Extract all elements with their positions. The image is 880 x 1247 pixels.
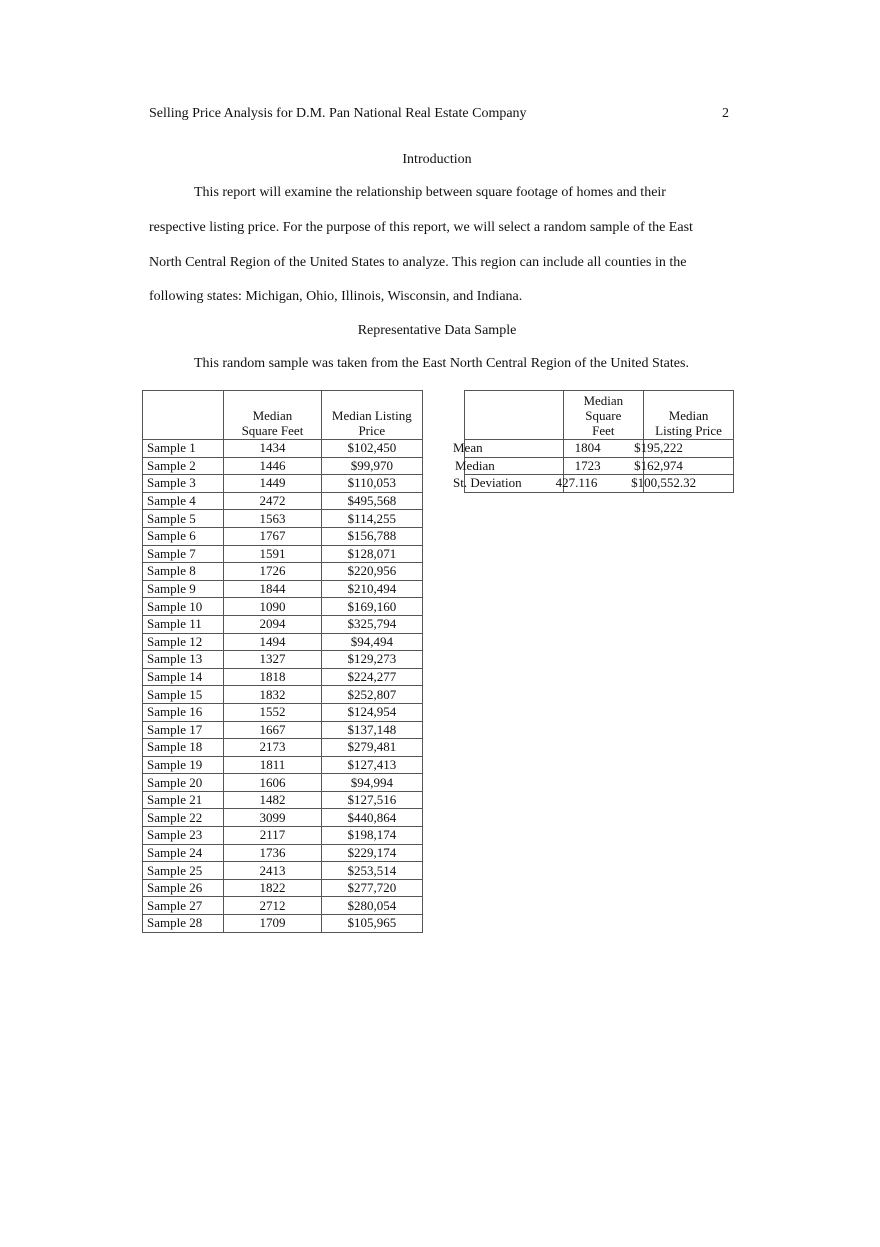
listing-price-cell: $224,277 xyxy=(321,668,422,686)
listing-price-cell: $440,864 xyxy=(321,809,422,827)
sample-label: Sample 2 xyxy=(143,457,224,475)
stats-table-body xyxy=(453,440,734,493)
square-feet-cell: 1449 xyxy=(224,475,321,493)
table-row xyxy=(143,862,423,880)
header-line: Square Feet xyxy=(241,423,304,438)
listing-price-cell: $229,174 xyxy=(321,844,422,862)
table-row xyxy=(143,703,423,721)
table-row xyxy=(143,721,423,739)
sample-label: Sample 26 xyxy=(143,879,224,897)
header-line: Median xyxy=(583,393,624,408)
table-row xyxy=(143,475,423,493)
table-row xyxy=(143,457,423,475)
square-feet-cell: 1446 xyxy=(224,457,321,475)
listing-price-cell: $105,965 xyxy=(321,915,422,933)
listing-price-cell: $99,970 xyxy=(321,457,422,475)
sample-data-table xyxy=(142,390,423,933)
square-feet-cell: 1482 xyxy=(224,791,321,809)
square-feet-cell: 1818 xyxy=(224,668,321,686)
table-row xyxy=(143,598,423,616)
section-heading-data-sample: Representative Data Sample xyxy=(357,323,517,338)
table-row xyxy=(465,457,734,475)
square-feet-cell: 1667 xyxy=(224,721,321,739)
square-feet-cell: 3099 xyxy=(224,809,321,827)
table-row xyxy=(143,686,423,704)
sample-label: Sample 6 xyxy=(143,527,224,545)
header-cell-empty xyxy=(465,391,564,440)
listing-price-cell: $94,494 xyxy=(321,633,422,651)
sample-label: Sample 25 xyxy=(143,862,224,880)
sample-table-body xyxy=(143,440,423,933)
header-line: Square xyxy=(585,408,622,423)
table-row xyxy=(143,739,423,757)
listing-price-cell: $110,053 xyxy=(321,475,422,493)
sample-label: Sample 7 xyxy=(143,545,224,563)
listing-price-cell: $210,494 xyxy=(321,580,422,598)
listing-price-cell: $94,994 xyxy=(321,774,422,792)
square-feet-cell: 1709 xyxy=(224,915,321,933)
square-feet-cell: 1811 xyxy=(224,756,321,774)
table-row xyxy=(143,633,423,651)
square-feet-cell: 1591 xyxy=(224,545,321,563)
sample-label: Sample 19 xyxy=(143,756,224,774)
square-feet-cell: 2413 xyxy=(224,862,321,880)
square-feet-cell: 1494 xyxy=(224,633,321,651)
table-row xyxy=(465,475,734,493)
sample-label: Sample 16 xyxy=(143,703,224,721)
listing-price-cell: $114,255 xyxy=(321,510,422,528)
table-row xyxy=(143,545,423,563)
listing-price-cell: $128,071 xyxy=(321,545,422,563)
listing-price-cell: $198,174 xyxy=(321,827,422,845)
table-row xyxy=(143,879,423,897)
stat-square-feet: 1804 xyxy=(574,440,601,455)
table-row xyxy=(143,580,423,598)
square-feet-cell: 1563 xyxy=(224,510,321,528)
stat-listing-price: $195,222 xyxy=(634,440,683,455)
sample-label: Sample 15 xyxy=(143,686,224,704)
sample-label: Sample 11 xyxy=(143,615,224,633)
section-heading-introduction: Introduction xyxy=(402,152,472,167)
sample-label: Sample 24 xyxy=(143,844,224,862)
header-line: Median xyxy=(252,408,293,423)
listing-price-cell: $156,788 xyxy=(321,527,422,545)
listing-price-cell: $127,413 xyxy=(321,756,422,774)
stat-listing-price: $162,974 xyxy=(634,457,683,473)
table-row xyxy=(143,615,423,633)
header-line: Median Listing xyxy=(331,408,412,423)
listing-price-cell: $127,516 xyxy=(321,791,422,809)
table-row xyxy=(143,809,423,827)
header-line: Price xyxy=(358,423,386,438)
table-row xyxy=(143,774,423,792)
square-feet-cell: 2094 xyxy=(224,615,321,633)
sample-label: Sample 22 xyxy=(143,809,224,827)
table-row xyxy=(143,440,423,458)
sample-label: Sample 28 xyxy=(143,915,224,933)
sample-label: Sample 18 xyxy=(143,739,224,757)
stat-square-feet: 1723 xyxy=(574,457,601,473)
listing-price-cell: $252,807 xyxy=(321,686,422,704)
square-feet-cell: 1552 xyxy=(224,703,321,721)
stat-square-feet: 427.116 xyxy=(555,475,598,491)
sample-label: Sample 23 xyxy=(143,827,224,845)
sample-label: Sample 5 xyxy=(143,510,224,528)
stat-label: St. Deviation xyxy=(453,475,522,491)
header-line: Feet xyxy=(592,423,615,438)
table-row xyxy=(143,756,423,774)
stat-label: Mean xyxy=(453,440,483,455)
paragraph-line: This random sample was taken from the East North Central Region of the United States. xyxy=(194,356,689,371)
square-feet-cell: 1822 xyxy=(224,879,321,897)
sample-label: Sample 12 xyxy=(143,633,224,651)
square-feet-cell: 1844 xyxy=(224,580,321,598)
table-header-row xyxy=(143,391,423,440)
table-row xyxy=(143,897,423,915)
table-row xyxy=(143,492,423,510)
listing-price-cell: $137,148 xyxy=(321,721,422,739)
paragraph-line: following states: Michigan, Ohio, Illinois, Wisconsin, and Indiana. xyxy=(149,289,523,304)
table-row xyxy=(143,915,423,933)
paragraph-line: North Central Region of the United States to analyze. This region can include all counties in the xyxy=(149,255,687,270)
header-cell-listing-price xyxy=(321,391,422,440)
table-row xyxy=(143,844,423,862)
sample-label: Sample 13 xyxy=(143,651,224,669)
running-head: Selling Price Analysis for D.M. Pan National Real Estate Company xyxy=(149,106,527,121)
listing-price-cell: $169,160 xyxy=(321,598,422,616)
sample-label: Sample 17 xyxy=(143,721,224,739)
listing-price-cell: $102,450 xyxy=(321,440,422,458)
stat-listing-price: $100,552.32 xyxy=(631,475,697,491)
square-feet-cell: 1832 xyxy=(224,686,321,704)
square-feet-cell: 1434 xyxy=(224,440,321,458)
table-row xyxy=(465,440,734,458)
square-feet-cell: 1327 xyxy=(224,651,321,669)
table-row xyxy=(143,791,423,809)
header-cell-square-feet xyxy=(563,391,644,440)
square-feet-cell: 2173 xyxy=(224,739,321,757)
listing-price-cell: $325,794 xyxy=(321,615,422,633)
listing-price-cell: $129,273 xyxy=(321,651,422,669)
table-row xyxy=(143,651,423,669)
table-row xyxy=(143,510,423,528)
table-row xyxy=(143,668,423,686)
square-feet-cell: 1090 xyxy=(224,598,321,616)
header-line: Median xyxy=(668,408,709,423)
table-row xyxy=(143,527,423,545)
square-feet-cell: 1767 xyxy=(224,527,321,545)
sample-label: Sample 20 xyxy=(143,774,224,792)
sample-label: Sample 8 xyxy=(143,563,224,581)
header-cell-empty xyxy=(143,391,224,440)
square-feet-cell: 1726 xyxy=(224,563,321,581)
table-row xyxy=(143,827,423,845)
listing-price-cell: $495,568 xyxy=(321,492,422,510)
listing-price-cell: $124,954 xyxy=(321,703,422,721)
sample-label: Sample 1 xyxy=(143,440,224,458)
sample-label: Sample 21 xyxy=(143,791,224,809)
page-number: 2 xyxy=(722,106,729,121)
paragraph-line: respective listing price. For the purpose of this report, we will select a random sample of the East xyxy=(149,220,693,235)
listing-price-cell: $220,956 xyxy=(321,563,422,581)
table-header-row xyxy=(465,391,734,440)
sample-label: Sample 9 xyxy=(143,580,224,598)
sample-label: Sample 4 xyxy=(143,492,224,510)
square-feet-cell: 2117 xyxy=(224,827,321,845)
table-row xyxy=(143,563,423,581)
listing-price-cell: $279,481 xyxy=(321,739,422,757)
square-feet-cell: 2472 xyxy=(224,492,321,510)
sample-label: Sample 3 xyxy=(143,475,224,493)
square-feet-cell: 1736 xyxy=(224,844,321,862)
listing-price-cell: $253,514 xyxy=(321,862,422,880)
header-cell-square-feet xyxy=(224,391,321,440)
square-feet-cell: 1606 xyxy=(224,774,321,792)
paragraph-line: This report will examine the relationship between square footage of homes and their xyxy=(194,185,666,200)
listing-price-cell: $280,054 xyxy=(321,897,422,915)
stat-label: Median xyxy=(455,457,495,473)
listing-price-cell: $277,720 xyxy=(321,879,422,897)
sample-label: Sample 10 xyxy=(143,598,224,616)
header-cell-listing-price xyxy=(644,391,734,440)
sample-label: Sample 27 xyxy=(143,897,224,915)
summary-statistics-table xyxy=(453,390,734,493)
header-line: Listing Price xyxy=(655,423,722,438)
square-feet-cell: 2712 xyxy=(224,897,321,915)
sample-label: Sample 14 xyxy=(143,668,224,686)
